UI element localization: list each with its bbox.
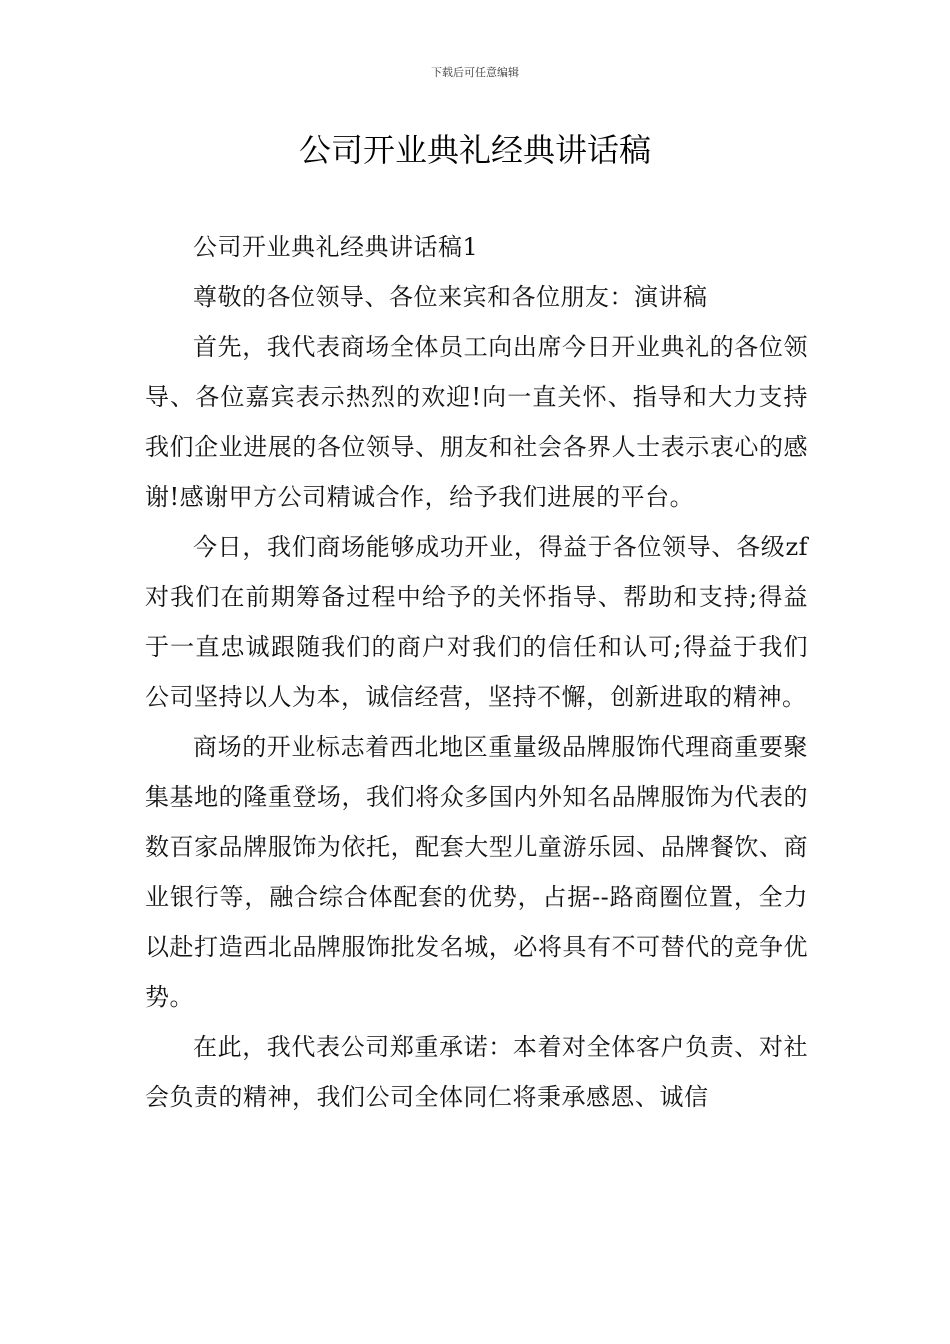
paragraph-significance: 商场的开业标志着西北地区重量级品牌服饰代理商重要聚集基地的隆重登场，我们将众多国内外知名品牌服饰为代表的数百家品牌服饰为依托，配套大型儿童游乐园、品牌餐饮、商业银行等，融合综合体配套的优势，占据--路商圈位置，全力以赴打造西北品牌服饰批发名城，必将具有不可替代的竞争优势。 xyxy=(145,733,808,1011)
document-title: 公司开业典礼经典讲话稿 xyxy=(298,131,651,169)
paragraph-salutation: 尊敬的各位领导、各位来宾和各位朋友：演讲稿 xyxy=(193,283,708,311)
paragraph-gratitude: 今日，我们商场能够成功开业，得益于各位领导、各级zf对我们在前期筹备过程中给予的关怀指导、帮助和支持;得益于一直忠诚跟随我们的商户对我们的信任和认可;得益于我们公司坚持以人为本，诚信经营，坚持不懈，创新进取的精神。 xyxy=(145,533,808,711)
document-body xyxy=(145,222,808,1122)
paragraph-subtitle: 公司开业典礼经典讲话稿1 xyxy=(193,233,479,261)
paragraph-commitment: 在此，我代表公司郑重承诺：本着对全体客户负责、对社会负责的精神，我们公司全体同仁将秉承感恩、诚信 xyxy=(145,1033,808,1111)
paragraph-welcome: 首先，我代表商场全体员工向出席今日开业典礼的各位领导、各位嘉宾表示热烈的欢迎!向一直关怀、指导和大力支持我们企业进展的各位领导、朋友和社会各界人士表示衷心的感谢!感谢甲方公司精诚合作，给予我们进展的平台。 xyxy=(145,333,808,511)
header-note: 下载后可任意编辑 xyxy=(431,66,519,79)
